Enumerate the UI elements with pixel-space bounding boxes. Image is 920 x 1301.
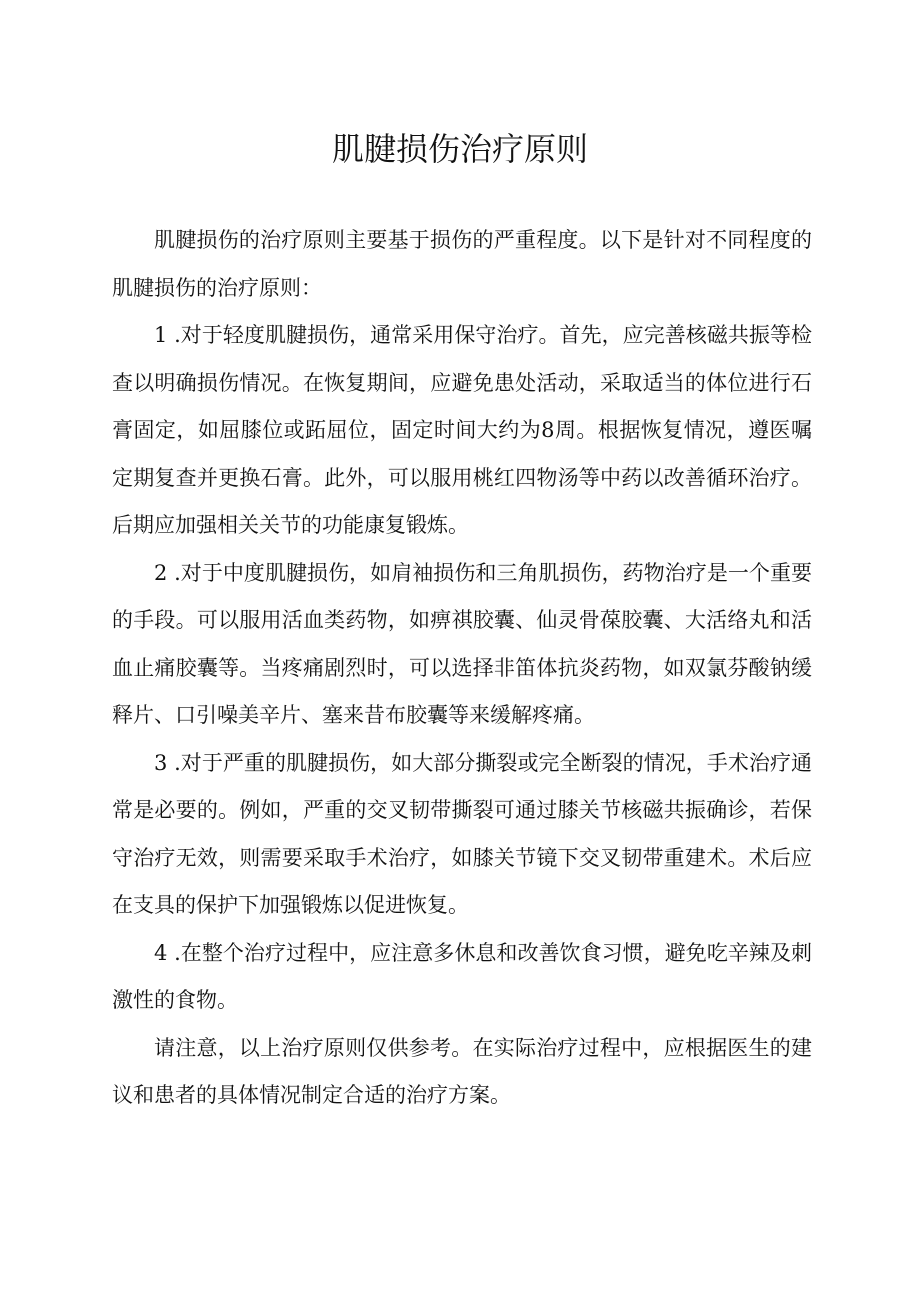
paragraph-item-2: 2 .对于中度肌腱损伤，如肩袖损伤和三角肌损伤，药物治疗是一个重要的手段。可以服用活血类药物，如痹祺胶囊、仙灵骨葆胶囊、大活络丸和活血止痛胶囊等。当疼痛剧烈时，可以选择非笛体抗炎药物，如双氯芬酸钠缓释片、口引噪美辛片、塞来昔布胶囊等来缓解疼痛。 <box>112 560 812 727</box>
paragraph-item-4: 4 .在整个治疗过程中，应注意多休息和改善饮食习惯，避免吃辛辣及刺激性的食物。 <box>112 940 812 1012</box>
paragraph-item-1: 1 .对于轻度肌腱损伤，通常采用保守治疗。首先，应完善核磁共振等检查以明确损伤情况。在恢复期间，应避免患处活动，采取适当的体位进行石膏固定，如屈膝位或跖屈位，固定时间大约为8周。根据恢复情况，遵医嘱定期复查并更换石膏。此外，可以服用桃红四物汤等中药以改善循环治疗。后期应加强相关关节的功能康复锻炼。 <box>112 323 812 537</box>
document-body <box>112 217 812 1120</box>
paragraph-intro: 肌腱损伤的治疗原则主要基于损伤的严重程度。以下是针对不同程度的肌腱损伤的治疗原则： <box>112 228 812 300</box>
paragraph-item-3: 3 .对于严重的肌腱损伤，如大部分撕裂或完全断裂的情况，手术治疗通常是必要的。例如，严重的交叉韧带撕裂可通过膝关节核磁共振确诊，若保守治疗无效，则需要采取手术治疗，如膝关节镜下交叉韧带重建术。术后应在支具的保护下加强锻炼以促进恢复。 <box>112 750 812 917</box>
document-title: 肌腱损伤治疗原则 <box>331 130 588 168</box>
paragraph-note: 请注意，以上治疗原则仅供参考。在实际治疗过程中，应根据医生的建议和患者的具体情况制定合适的治疗方案。 <box>112 1035 812 1107</box>
